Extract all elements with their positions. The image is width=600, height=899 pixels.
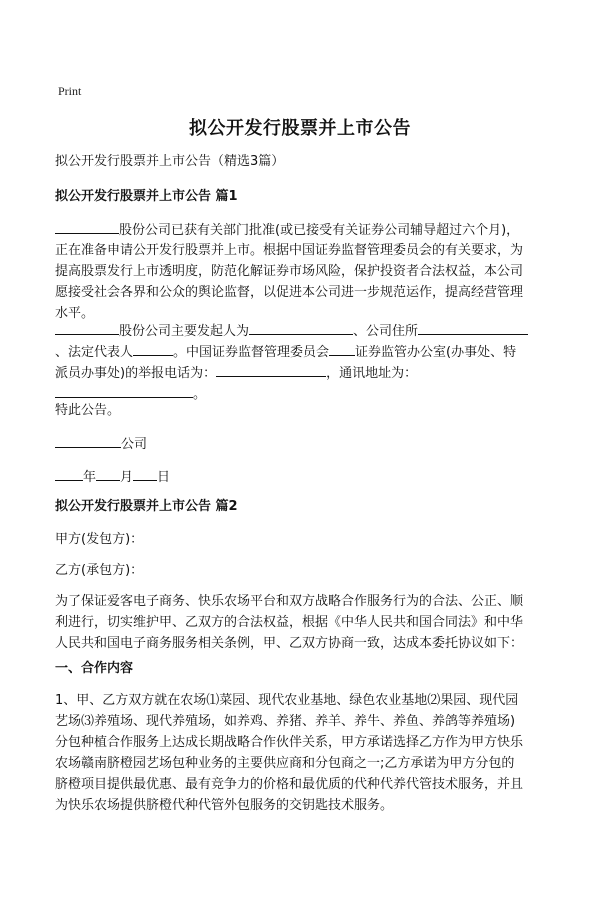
blank-address (418, 320, 528, 335)
subtitle: 拟公开发行股票并上市公告（精选3篇） (55, 154, 285, 169)
paragraph-line: 愿接受社会各界和公众的舆论监督，以促进本公司进一步规范运作，提高经营管理 (55, 285, 524, 300)
paragraph-line: 提高股票发行上市透明度，防范化解证券市场风险，保护投资者合法权益，本公司 (55, 264, 524, 279)
blank-year (55, 466, 83, 481)
paragraph-line: 为了保证爱客电子商务、快乐农场平台和双方战略合作服务行为的合法、公正、顺 (55, 594, 524, 609)
paragraph-line: 人民共和国电子商务服务相关条例，甲、乙双方协商一致，达成本委托协议如下： (55, 636, 524, 651)
section-content (55, 690, 553, 816)
party-a: 甲方(发包方)： (55, 532, 144, 547)
article-1-heading: 拟公开发行股票并上市公告 篇1 (55, 189, 238, 204)
paragraph-line: 。 (55, 383, 553, 404)
blank-company-name (55, 320, 119, 335)
paragraph-line: 利进行，切实维护甲、乙双方的合法权益，根据《中华人民共和国合同法》和中华 (55, 615, 524, 630)
paragraph-line: 为快乐农场提供脐橙代种代管外包服务的交钥匙技术服务。 (55, 798, 394, 813)
blank-month (96, 466, 120, 481)
paragraph-line: 派员办事处)的举报电话为： ，通讯地址为： (55, 362, 553, 383)
blank-promoter (249, 320, 353, 335)
section-heading: 一、合作内容 (55, 661, 134, 676)
blank-phone (216, 362, 326, 377)
paragraph-line: 、法定代表人 。中国证券监督管理委员会 证券监管办公室(办事处、特 (55, 341, 553, 362)
paragraph-line: 脐橙项目提供最优惠、最有竞争力的价格和最优质的代种代养代管技术服务，并且 (55, 777, 524, 792)
blank-mail-address (55, 383, 193, 398)
article-1-paragraph-1 (55, 219, 553, 324)
print-link[interactable]: Print (58, 84, 82, 98)
blank-day (133, 466, 157, 481)
article-1-paragraph-2 (55, 320, 553, 404)
paragraph-line: 艺场⑶养殖场、现代养殖场，如养鸡、养猪、养羊、养牛、养鱼、养鸽等养殖场) (55, 714, 516, 729)
paragraph-line: 股份公司已获有关部门批准(或已接受有关证券公司辅导超过六个月)， (55, 219, 553, 240)
blank-legal-rep (133, 341, 173, 356)
article-2-heading: 拟公开发行股票并上市公告 篇2 (55, 499, 238, 514)
blank-region (329, 341, 355, 356)
article-2-intro (55, 591, 553, 654)
paragraph-line: 农场赣南脐橙园艺场包种业务的主要供应商和分包商之一;乙方承诺为甲方分包的 (55, 756, 515, 771)
page-title: 拟公开发行股票并上市公告 (189, 118, 411, 139)
paragraph-line: 正在准备申请公开发行股票并上市。根据中国证券监督管理委员会的有关要求，为 (55, 243, 524, 258)
paragraph-line: 分包种植合作服务上达成长期战略合作伙伴关系，甲方承诺选择乙方作为甲方快乐 (55, 735, 524, 750)
paragraph-line: 水平。 (55, 306, 95, 321)
paragraph-line: 1、甲、乙方双方就在农场⑴菜园、现代农业基地、绿色农业基地⑵果园、现代园 (55, 693, 519, 708)
signature-company: 公司 (55, 433, 147, 455)
blank-company-name (55, 219, 119, 234)
party-b: 乙方(承包方)： (55, 563, 144, 578)
signature-date: 年 月 日 (55, 466, 170, 488)
closing-text: 特此公告。 (55, 403, 121, 418)
blank-company (55, 433, 121, 448)
paragraph-line: 股份公司主要发起人为 、公司住所 (55, 320, 553, 341)
